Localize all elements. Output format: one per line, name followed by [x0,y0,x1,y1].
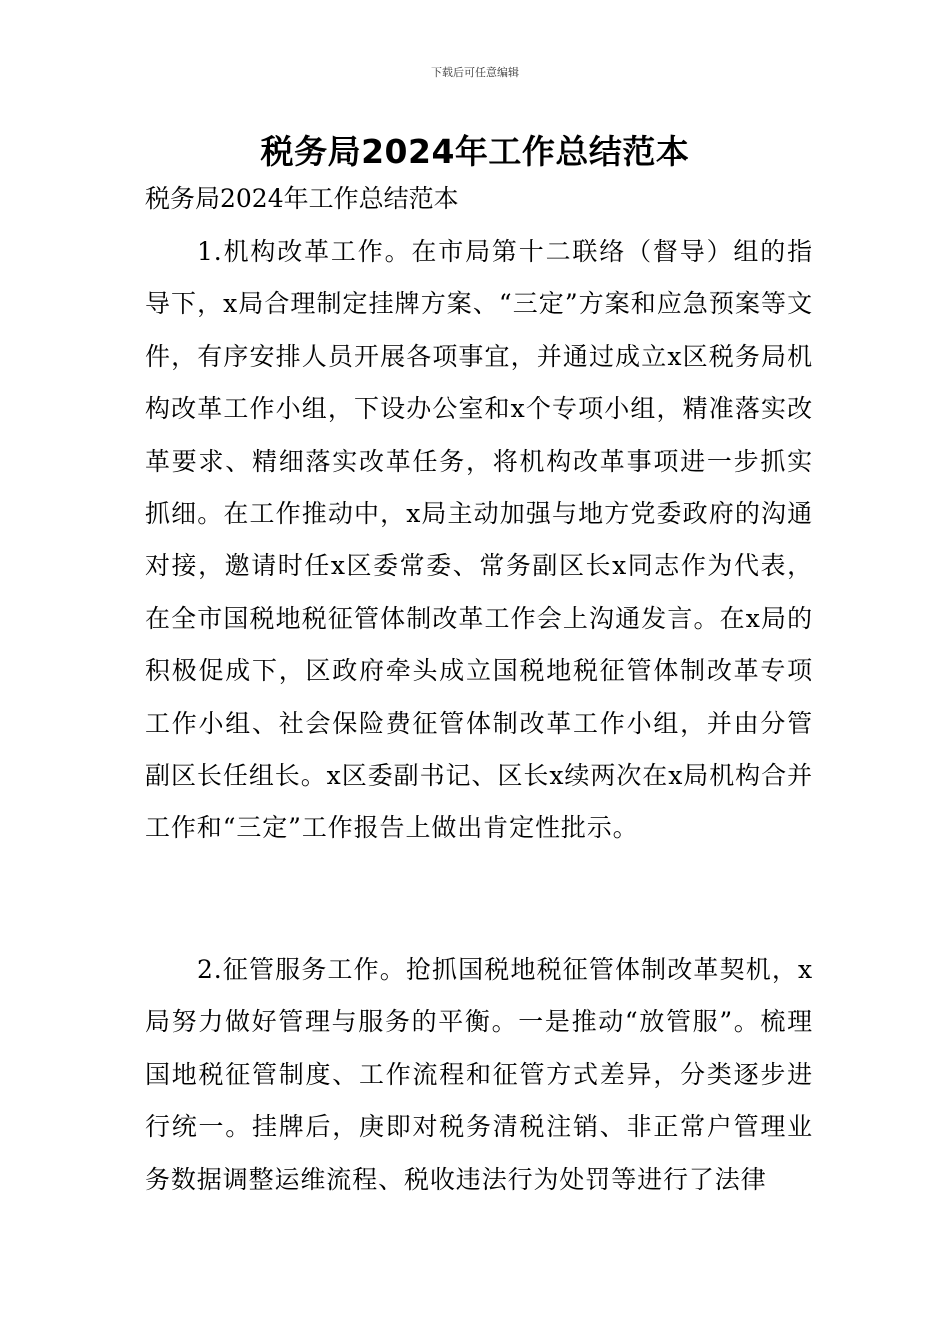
paragraph-institutional-reform: 1.机构改革工作。在市局第十二联络（督导）组的指导下，x局合理制定挂牌方案、“三定”方案和应急预案等文件，有序安排人员开展各项事宜，并通过成立x区税务局机构改革工作小组，下设办公室和x个专项小组，精准落实改革要求、精细落实改革任务，将机构改革事项进一步抓实抓细。在工作推动中，x局主动加强与地方党委政府的沟通对接，邀请时任x区委常委、常务副区长x同志作为代表，在全市国税地税征管体制改革工作会上沟通发言。在x局的积极促成下，区政府牵头成立国税地税征管体制改革专项工作小组、社会保险费征管体制改革工作小组，并由分管副区长任组长。x区委副书记、区长x续两次在x局机构合并工作和“三定”工作报告上做出肯定性批示。 [145,237,813,843]
document-title: 税务局2024年工作总结范本 [260,132,690,171]
paragraph-collection-service: 2.征管服务工作。抢抓国税地税征管体制改革契机，x局努力做好管理与服务的平衡。一是推动“放管服”。梳理国地税征管制度、工作流程和征管方式差异，分类逐步进行统一。挂牌后，庚即对税务清税注销、非正常户管理业务数据调整运维流程、税收违法行为处罚等进行了法律 [145,955,813,1194]
header-note: 下载后可任意编辑 [431,66,519,79]
document-subtitle: 税务局2024年工作总结范本 [145,184,459,213]
